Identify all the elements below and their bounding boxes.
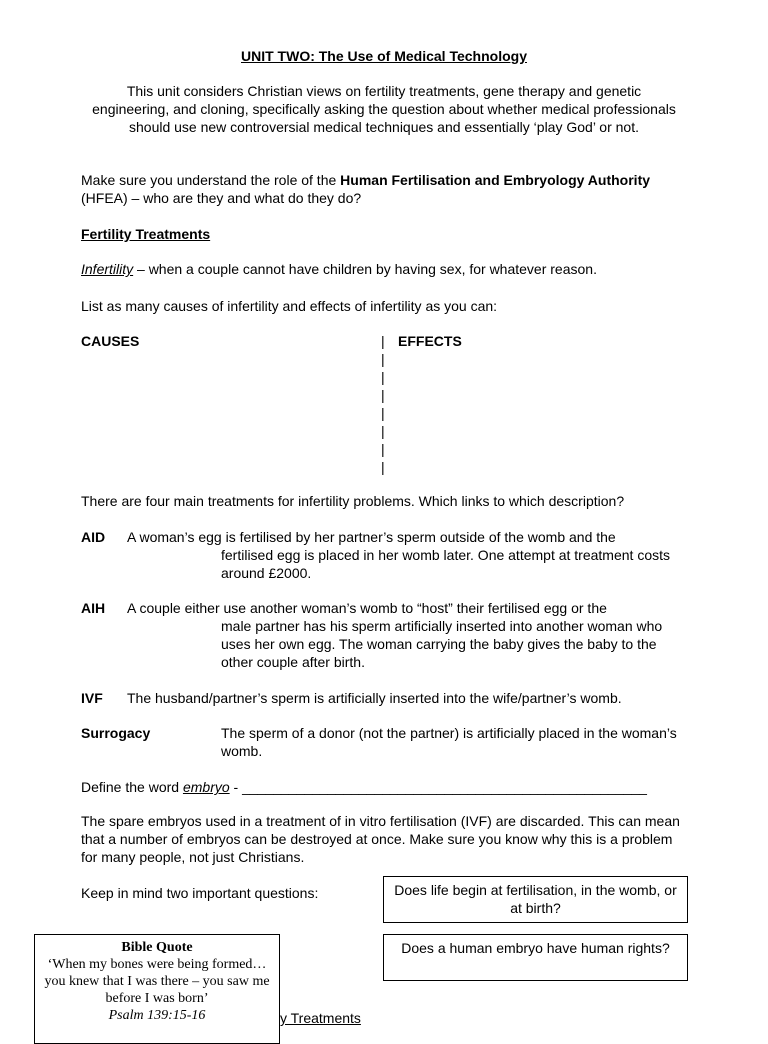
separator-bar: |: [381, 441, 385, 457]
treatment-desc-aid-first: A woman’s egg is fertilised by her partner’s sperm outside of the womb and the: [127, 529, 616, 545]
causes-heading: CAUSES: [81, 333, 140, 349]
separator-bar: |: [381, 423, 385, 439]
treatments-intro: There are four main treatments for infertility problems. Which links to which description?: [81, 493, 625, 509]
separator-bar: |: [381, 459, 385, 475]
questions-prompt: Keep in mind two important questions:: [81, 885, 319, 901]
treatment-term-aih: AIH: [81, 600, 106, 616]
effects-heading: EFFECTS: [398, 333, 462, 349]
fertility-heading: Fertility Treatments: [81, 226, 211, 242]
separator-bar: |: [381, 333, 385, 349]
separator-bar: |: [381, 369, 385, 385]
treatment-desc-aid-rest: fertilised egg is placed in her womb later. One attempt at treatment costs around £2000.: [221, 547, 670, 581]
hfea-paragraph: [81, 171, 691, 207]
treatment-term-ivf: IVF: [81, 690, 103, 706]
treatment-desc-aih-first: A couple either use another woman’s womb to “host” their fertilised egg or the: [127, 600, 607, 616]
partial-heading: y Treatments: [280, 1010, 361, 1026]
treatment-term-aid: AID: [81, 529, 106, 545]
bible-quote-heading: Bible Quote: [121, 940, 193, 955]
bible-quote-box: [34, 934, 280, 1044]
infertility-definition: [81, 260, 691, 278]
define-embryo-blank: - ____________________________________________________: [229, 779, 647, 795]
separator-bar: |: [381, 351, 385, 367]
define-embryo-prefix: Define the word: [81, 779, 183, 795]
bible-quote-reference: Psalm 139:15-16: [108, 1008, 206, 1023]
infertility-definition-text: – when a couple cannot have children by having sex, for whatever reason.: [133, 261, 597, 277]
page-title: UNIT TWO: The Use of Medical Technology: [241, 48, 527, 64]
treatment-desc-aih-rest: male partner has his sperm artificially inserted into another woman who uses her own egg. The woman carrying the baby gives the baby to the other couple after birth.: [221, 618, 663, 670]
spare-embryos-paragraph: The spare embryos used in a treatment of in vitro fertilisation (IVF) are discarded. This can mean that a number of embryos can be destroyed at once. Make sure you know why this is a problem for many people, not just Christians.: [81, 813, 680, 865]
treatment-desc-surrogacy: The sperm of a donor (not the partner) is artificially placed in the woman’s womb.: [221, 725, 677, 759]
define-embryo: [81, 778, 721, 796]
question-box-2: Does a human embryo have human rights?: [383, 934, 688, 981]
infertility-term: Infertility: [81, 261, 134, 277]
bible-quote-text: ‘When my bones were being formed…you knew that I was there – you saw me before I was born’: [44, 957, 270, 1006]
hfea-suffix: (HFEA) – who are they and what do they do?: [81, 190, 362, 206]
hfea-bold-name: Human Fertilisation and Embryology Authority: [340, 172, 651, 188]
list-prompt: List as many causes of infertility and effects of infertility as you can:: [81, 298, 498, 314]
hfea-prefix: Make sure you understand the role of the: [81, 172, 341, 188]
treatment-term-surrogacy: Surrogacy: [81, 725, 151, 741]
embryo-word: embryo: [182, 779, 230, 795]
intro-paragraph: This unit considers Christian views on fertility treatments, gene therapy and genetic engineering, and cloning, specifically asking the question about whether medical professionals should use new controversial medical techniques and essentially ‘play God’ or not.: [92, 83, 676, 135]
question-box-1: Does life begin at fertilisation, in the womb, or at birth?: [383, 876, 688, 923]
separator-bar: |: [381, 387, 385, 403]
treatment-desc-ivf: The husband/partner’s sperm is artificially inserted into the wife/partner’s womb.: [127, 690, 622, 706]
column-separator: [381, 332, 389, 476]
separator-bar: |: [381, 405, 385, 421]
